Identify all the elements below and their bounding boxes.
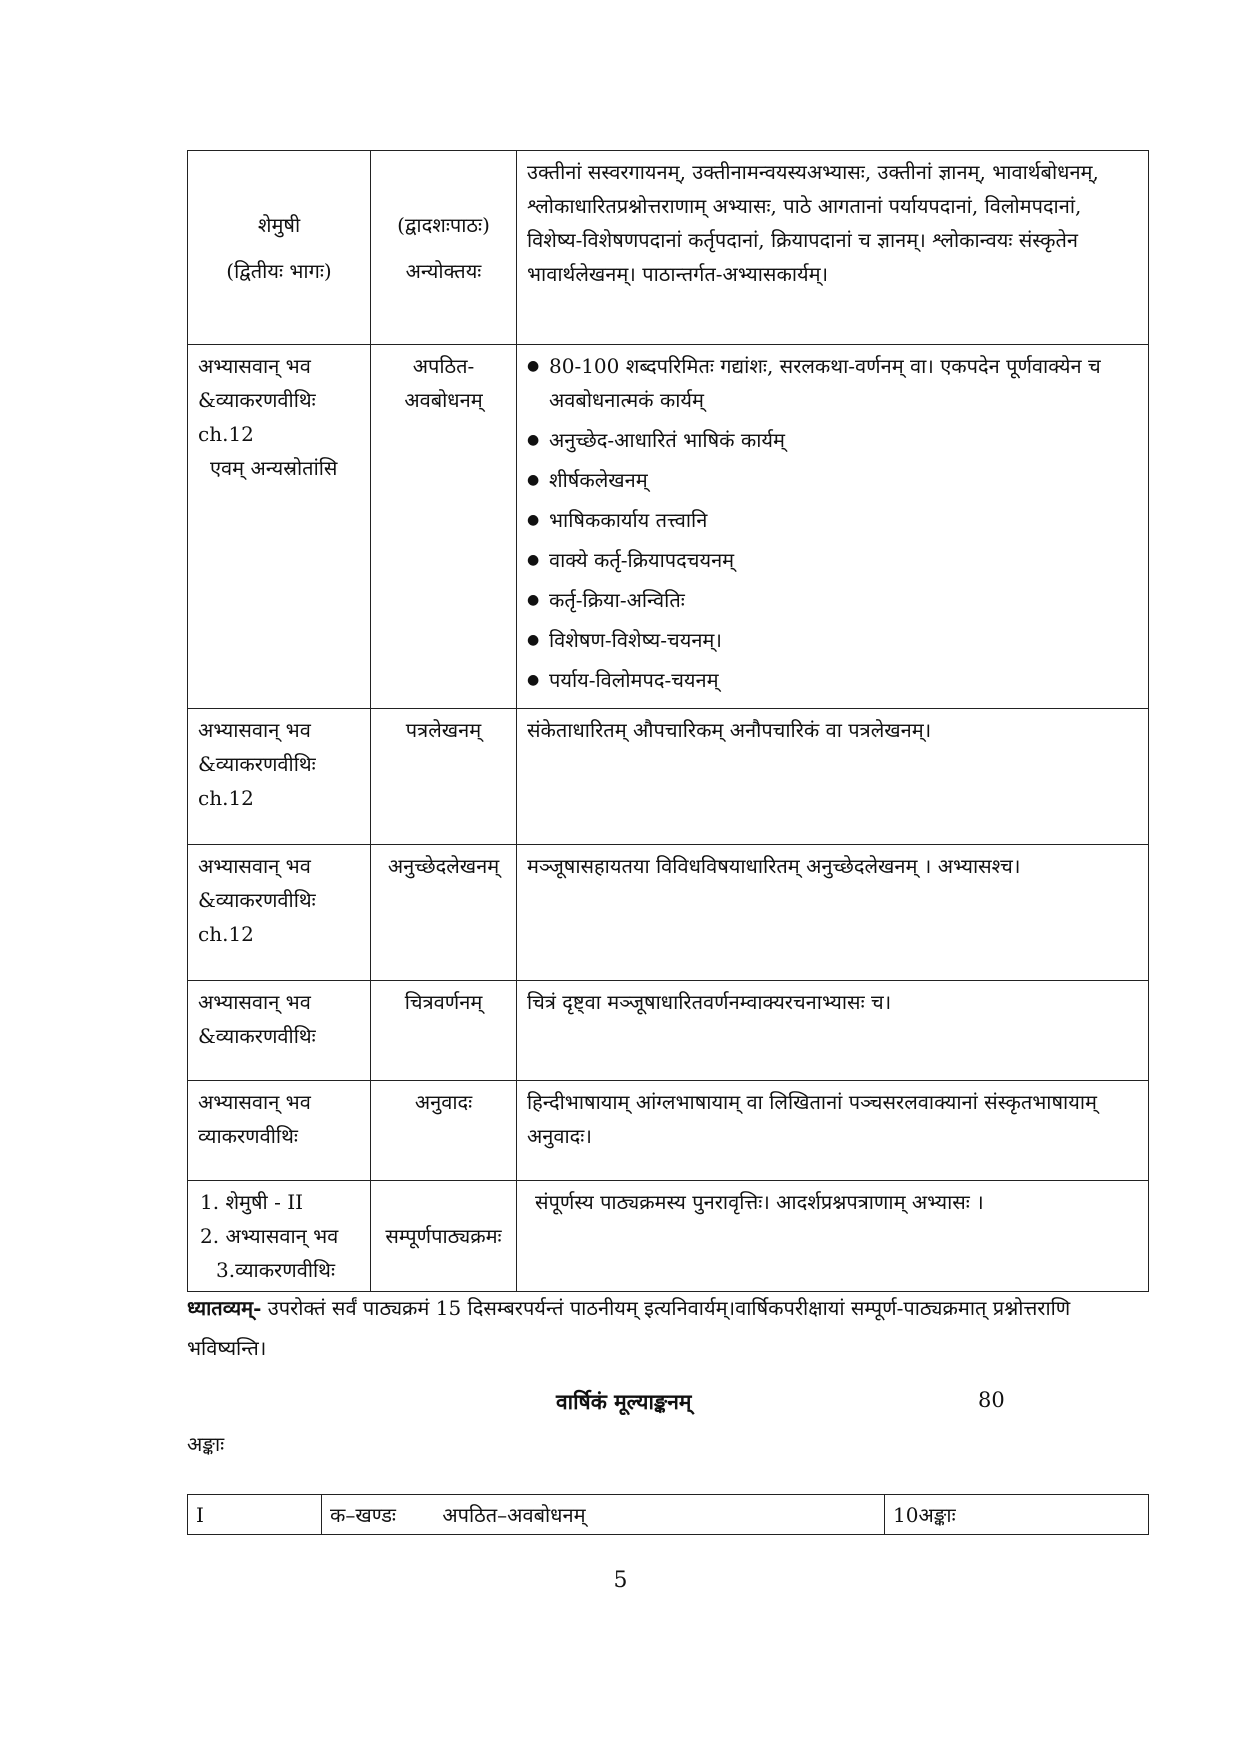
content-cell: चित्रं दृष्ट्वा मञ्जूषाधारितवर्णनम्वाक्यरचनाभ्यासः च। [517, 981, 1149, 1081]
list-item: ● वाक्ये कर्तृ-क्रियापदचयनम् [527, 543, 1138, 577]
note-text: उपरोक्तं सर्वं पाठ्यक्रमं 15 दिसम्बरपर्यन्तं पाठनीयम् इत्यनिवार्यम्।वार्षिकपरीक्षायां सम्पूर्ण-पाठ्यक्रमात् प्रश्नोत्तराणि भविष्यन्ति। [187, 1296, 1071, 1360]
book-line: &व्याकरणवीथिः [198, 888, 316, 912]
list-item: ● 80-100 शब्दपरिमितः गद्यांशः, सरलकथा-वर्णनम् वा। एकपदेन पूर्णवाक्येन च अवबोधनात्मकं कार्यम् [527, 349, 1138, 417]
annual-total-marks: 80 [978, 1388, 1005, 1412]
table-row [188, 345, 1149, 709]
book-line: &व्याकरणवीथिः [198, 388, 316, 412]
content-cell: उक्तीनां सस्वरगायनम्, उक्तीनामन्वयस्यअभ्यासः, उक्तीनां ज्ञानम्, भावार्थबोधनम्, श्लोकाधारितप्रश्नोत्तराणाम् अभ्यासः, पाठे आगतानां पर्यायपदानां, विलोमपदानां, विशेष्य-विशेषणपदानां कर्तृपदानां, क्रियापदानां च ज्ञानम्। श्लोकान्वयः संस्कृतेन भावार्थलेखनम्। पाठान्तर्गत-अभ्यासकार्यम्। [517, 151, 1149, 345]
table-row [188, 845, 1149, 981]
content-cell: संपूर्णस्य पाठ्यक्रमस्य पुनरावृत्तिः। आदर्शप्रश्नपत्राणाम् अभ्यासः । [517, 1181, 1149, 1292]
content-cell [517, 345, 1149, 709]
book-line: ch.12 [198, 786, 254, 810]
book-line: 1. शेमुषी - II [200, 1190, 304, 1214]
lesson-cell [371, 845, 517, 981]
book-line: अभ्यासवान् भव [198, 990, 311, 1014]
content-cell: हिन्दीभाषायाम् आंग्लभाषायाम् वा लिखितानां पञ्चसरलवाक्यानां संस्कृतभाषायाम् अनुवादः। [517, 1081, 1149, 1181]
note-label: ध्यातव्यम्- [187, 1296, 262, 1320]
list-item: ● अनुच्छेद-आधारितं भाषिकं कार्यम् [527, 423, 1138, 457]
table-row [188, 151, 1149, 345]
book-line: व्याकरणवीथिः [198, 1124, 298, 1148]
book-line: शेमुषी [257, 212, 301, 237]
book-line: &व्याकरणवीथिः [198, 752, 316, 776]
list-item: ● पर्याय-विलोमपद-चयनम् [527, 663, 1138, 697]
table-row [188, 709, 1149, 845]
table-row [188, 1495, 1149, 1535]
lesson-cell [371, 1181, 517, 1292]
bullet-list [527, 349, 1138, 697]
book-cell [188, 845, 371, 981]
book-line: अभ्यासवान् भव [198, 1090, 311, 1114]
lesson-line: अन्योक्तयः [405, 258, 482, 283]
marks-cell: 10अङ्काः [885, 1495, 1149, 1535]
list-item: ● शीर्षकलेखनम् [527, 463, 1138, 497]
lesson-line: सम्पूर्णपाठ्यक्रमः [385, 1224, 502, 1248]
lesson-line: अनुवादः [414, 1090, 473, 1114]
table-row [188, 1181, 1149, 1292]
lesson-line: अवबोधनम् [404, 388, 483, 412]
book-cell [188, 151, 371, 345]
lesson-cell [371, 345, 517, 709]
content-cell: संकेताधारितम् औपचारिकम् अनौपचारिकं वा पत्रलेखनम्। [517, 709, 1149, 845]
book-line: &व्याकरणवीथिः [198, 1024, 316, 1048]
row-number: I [188, 1495, 322, 1535]
book-line: एवम् अन्यस्रोतांसि [210, 456, 338, 480]
note-paragraph [187, 1288, 1147, 1368]
lesson-cell [371, 981, 517, 1081]
book-line: 3.व्याकरणवीथिः [216, 1258, 336, 1282]
lesson-line: चित्रवर्णनम् [404, 990, 483, 1014]
lesson-line: पत्रलेखनम् [405, 718, 482, 742]
content-cell: मञ्जूषासहायतया विविधविषयाधारितम् अनुच्छेदलेखनम् । अभ्यासश्च। [517, 845, 1149, 981]
page-number: 5 [613, 1568, 628, 1593]
book-cell [188, 345, 371, 709]
book-cell [188, 709, 371, 845]
annual-assessment-title: वार्षिकं मूल्याङ्कनम् [556, 1389, 692, 1414]
book-line: ch.12 [198, 922, 254, 946]
lesson-cell [371, 1081, 517, 1181]
marks-label: अङ्काः [187, 1432, 225, 1456]
table-row [188, 1081, 1149, 1181]
lesson-cell [371, 709, 517, 845]
book-line: अभ्यासवान् भव [198, 354, 311, 378]
book-line: अभ्यासवान् भव [198, 854, 311, 878]
book-cell [188, 1081, 371, 1181]
lesson-line: अपठित- [412, 354, 475, 378]
section-cell [322, 1495, 885, 1535]
marks-table [187, 1494, 1149, 1535]
lesson-line: अनुच्छेदलेखनम् [387, 854, 500, 878]
book-line: अभ्यासवान् भव [198, 718, 311, 742]
section-name: क–खण्डः [330, 1503, 396, 1527]
lesson-line: (द्वादशःपाठः) [397, 212, 490, 237]
syllabus-table [187, 150, 1149, 1292]
book-line: ch.12 [198, 422, 254, 446]
book-line: (द्वितीयः भागः) [226, 258, 332, 283]
lesson-cell [371, 151, 517, 345]
list-item: ● विशेषण-विशेष्य-चयनम्। [527, 623, 1138, 657]
book-cell [188, 981, 371, 1081]
list-item: ● भाषिककार्याय तत्त्वानि [527, 503, 1138, 537]
list-item: ● कर्तृ-क्रिया-अन्वितिः [527, 583, 1138, 617]
book-line: 2. अभ्यासवान् भव [200, 1224, 339, 1248]
book-cell [188, 1181, 371, 1292]
table-row [188, 981, 1149, 1081]
section-topic: अपठित–अवबोधनम् [442, 1503, 586, 1527]
